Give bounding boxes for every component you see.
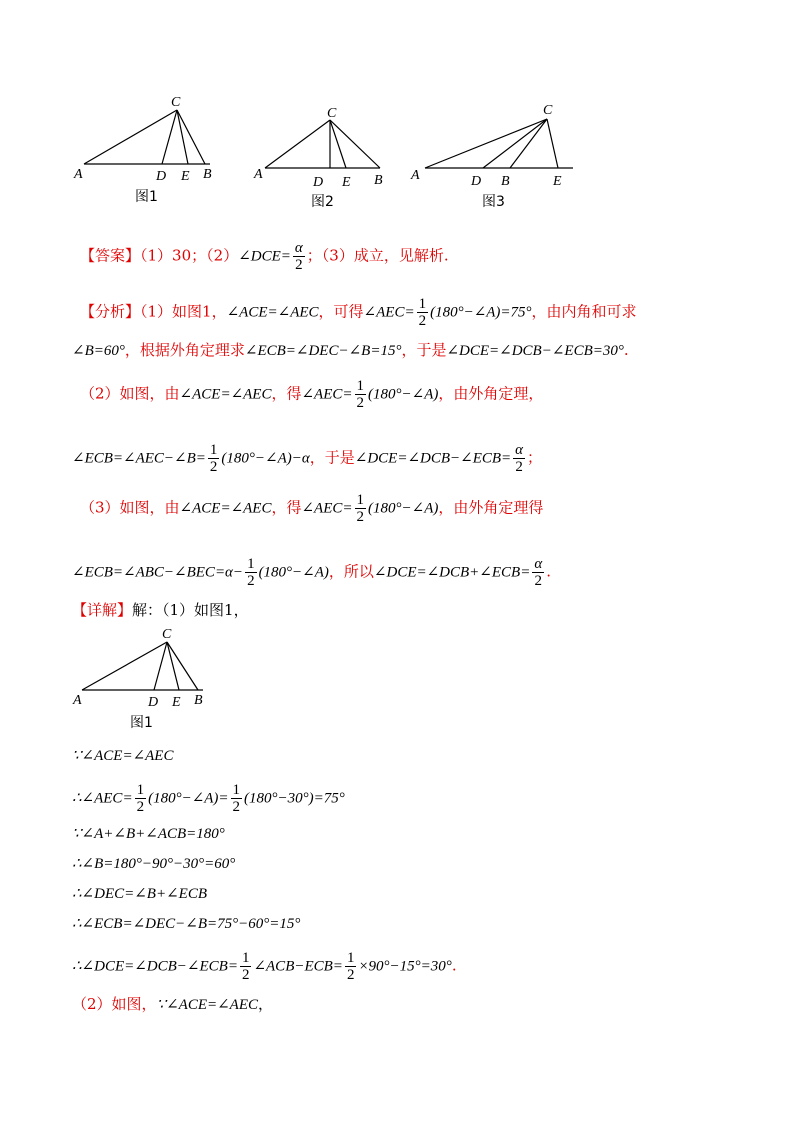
- analysis-l4-expr-b: (180°−∠A)−α: [221, 450, 310, 467]
- analysis-l5-expr-b: ∠ACE=∠AEC: [179, 500, 272, 517]
- analysis-l6-fraction: $\frac{1}{2}$: [247, 556, 255, 589]
- analysis-l1-fraction: $\frac{1}{2}$: [418, 296, 427, 329]
- analysis-line-1: [80, 296, 637, 329]
- analysis-l2-expr-a: ∠B=60°: [72, 343, 125, 359]
- analysis-l6-text-e: .: [546, 562, 551, 581]
- analysis-l2-expr-c: ∠ECB=∠DEC−∠B=15°: [244, 343, 402, 359]
- analysis-l5-expr-d: ∠AEC=: [301, 500, 353, 517]
- figure-4-diagram: [68, 622, 218, 712]
- analysis-l4-text-e: ；: [527, 448, 543, 467]
- detail-step-4: ∴∠B=180°−90°−30°=60°: [72, 856, 236, 872]
- answer-line: [80, 240, 449, 273]
- fig1-label-A: A: [74, 167, 83, 182]
- fig3-label-C: C: [543, 103, 553, 118]
- analysis-l4-fraction: $\frac{1}{2}$: [209, 442, 218, 475]
- detail-s8-text-c: ，: [258, 995, 274, 1013]
- analysis-l5-text-c: ，得: [271, 498, 302, 517]
- fig1-label-D: D: [156, 169, 167, 182]
- analysis-l3-text-a: （2）如图，由: [80, 384, 180, 403]
- analysis-l6-expr-a: ∠ECB=∠ABC−∠BEC=α−: [72, 564, 244, 581]
- detail-s7-period: .: [451, 956, 457, 975]
- fig2-label-A: A: [254, 167, 263, 182]
- detail-step-7: [72, 950, 457, 983]
- analysis-l1-expr-d: ∠AEC=: [363, 304, 415, 321]
- analysis-l1-text-a: （1）如图1，: [140, 302, 227, 321]
- detail-s7-expr-c: ×90°−15°=30°: [358, 958, 452, 975]
- analysis-l3-expr-e: (180°−∠A): [368, 386, 439, 403]
- detail-s2-expr-b: (180°−∠A)=: [148, 790, 229, 807]
- detail-s7-fraction-2: $\frac{1}{2}$: [346, 950, 355, 983]
- figure-1-caption: 图1: [135, 189, 158, 205]
- fig2-label-D: D: [313, 175, 324, 190]
- analysis-l3-expr-d: ∠AEC=: [301, 386, 353, 403]
- detail-step-6: ∴∠ECB=∠DEC−∠B=75°−60°=15°: [72, 916, 301, 932]
- analysis-l4-fraction-2: $\frac{\alpha}{2}$: [515, 442, 524, 475]
- detail-s2-fraction: $\frac{1}{2}$: [136, 782, 145, 815]
- fig3-label-B: B: [501, 174, 510, 189]
- fig2-label-E: E: [342, 175, 351, 190]
- detail-s8-expr-b: ∵∠ACE=∠AEC: [156, 997, 259, 1013]
- detail-tag: 【详解】: [72, 601, 133, 619]
- analysis-l1-text-c: ，可得: [318, 302, 364, 321]
- detail-step-2: [72, 782, 345, 815]
- detail-intro-line: [72, 600, 249, 620]
- analysis-l4-expr-d: ∠DCE=∠DCB−∠ECB=: [354, 450, 512, 467]
- answer-fraction: $\frac{\alpha}{2}$: [294, 240, 303, 273]
- analysis-l3-expr-b: ∠ACE=∠AEC: [179, 386, 272, 403]
- figure-2-caption: 图2: [311, 194, 334, 210]
- answer-tag: 【答案】: [80, 246, 141, 265]
- detail-step-5: ∴∠DEC=∠B+∠ECB: [72, 886, 207, 902]
- answer-part3: ；（3）成立，见解析.: [306, 246, 449, 265]
- analysis-l6-text-c: ，所以: [328, 562, 374, 581]
- figure-2-diagram: [250, 100, 400, 190]
- detail-s7-expr-b: ∠ACB−ECB=: [253, 958, 343, 975]
- analysis-l3-fraction: $\frac{1}{2}$: [356, 378, 365, 411]
- fig2-label-B: B: [374, 173, 383, 188]
- analysis-l3-text-c: ，得: [271, 384, 302, 403]
- analysis-l6-expr-d: ∠DCE=∠DCB+∠ECB=: [373, 564, 531, 581]
- detail-s2-fraction-2: $\frac{1}{2}$: [232, 782, 241, 815]
- detail-s7-expr-a: ∴∠DCE=∠DCB−∠ECB=: [72, 958, 238, 975]
- fig4-label-B: B: [194, 693, 203, 708]
- analysis-l5-expr-e: (180°−∠A): [368, 500, 439, 517]
- analysis-l4-text-c: ，于是: [309, 448, 355, 467]
- figure-3-caption: 图3: [482, 194, 505, 210]
- analysis-line-3: [80, 378, 543, 411]
- answer-part1: （1）30；（2）: [140, 246, 239, 265]
- analysis-l2-text-b: ，根据外角定理求: [124, 341, 245, 359]
- analysis-l4-expr-a: ∠ECB=∠AEC−∠B=: [72, 450, 206, 467]
- fig1-label-B: B: [203, 167, 212, 182]
- analysis-l3-text-f: ，由外角定理，: [438, 384, 544, 403]
- fig3-label-E: E: [553, 174, 562, 189]
- fig1-label-E: E: [181, 169, 190, 182]
- analysis-line-6: [72, 556, 551, 589]
- fig3-label-A: A: [411, 168, 420, 183]
- figure-1-diagram: [70, 92, 220, 182]
- analysis-l2-text-f: .: [623, 341, 629, 359]
- fig1-label-C: C: [171, 95, 181, 110]
- fig3-label-D: D: [471, 174, 482, 189]
- analysis-l1-expr-b: ∠ACE=∠AEC: [226, 304, 319, 321]
- analysis-l5-text-f: ，由外角定理得: [438, 498, 544, 517]
- analysis-l6-fraction-2: $\frac{\alpha}{2}$: [534, 556, 543, 589]
- analysis-l5-fraction: $\frac{1}{2}$: [356, 492, 365, 525]
- detail-intro: 解：（1）如图1，: [132, 601, 249, 619]
- fig2-label-C: C: [327, 106, 337, 121]
- analysis-tag: 【分析】: [80, 302, 141, 321]
- figure-3-diagram: [405, 95, 585, 190]
- analysis-line-4: [72, 442, 542, 475]
- analysis-l5-text-a: （3）如图，由: [80, 498, 180, 517]
- detail-step-1: ∵∠ACE=∠AEC: [72, 748, 174, 764]
- fig4-label-D: D: [148, 695, 159, 710]
- analysis-l1-text-f: ，由内角和可求: [531, 302, 637, 321]
- answer-expr: ∠DCE=: [238, 248, 291, 265]
- analysis-l6-expr-b: (180°−∠A): [258, 564, 329, 581]
- analysis-l2-expr-e: ∠DCE=∠DCB−∠ECB=30°: [446, 343, 624, 359]
- analysis-line-2: [72, 340, 629, 361]
- analysis-l1-expr-e: (180°−∠A)=75°: [430, 304, 532, 321]
- detail-s2-expr-c: (180°−30°)=75°: [244, 790, 345, 807]
- detail-step-8: [72, 994, 273, 1015]
- analysis-l2-text-d: ，于是: [401, 341, 447, 359]
- detail-step-3: ∵∠A+∠B+∠ACB=180°: [72, 826, 225, 842]
- detail-s7-fraction: $\frac{1}{2}$: [241, 950, 250, 983]
- fig4-label-C: C: [162, 627, 172, 642]
- fig4-label-A: A: [73, 693, 82, 708]
- figure-4-caption: 图1: [130, 715, 153, 731]
- detail-s8-text-a: （2）如图，: [72, 995, 157, 1013]
- fig4-label-E: E: [172, 695, 181, 710]
- detail-s2-expr-a: ∴∠AEC=: [72, 790, 133, 807]
- analysis-line-5: [80, 492, 543, 525]
